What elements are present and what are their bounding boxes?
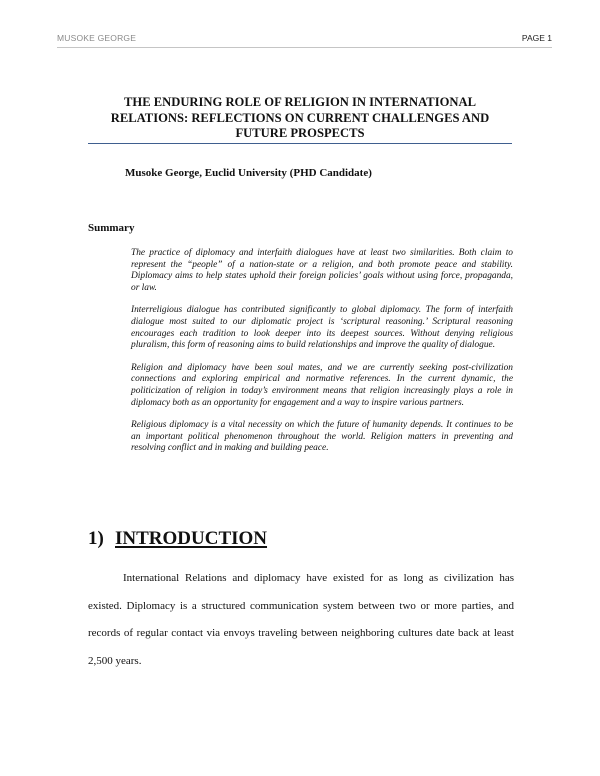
section-number: 1) xyxy=(88,528,104,549)
header-author: MUSOKE GEORGE xyxy=(57,33,137,43)
section-title: INTRODUCTION xyxy=(115,528,268,549)
author-line: Musoke George, Euclid University (PHD Candidate) xyxy=(125,167,372,179)
title-rule xyxy=(88,143,512,144)
left-margin-bar xyxy=(0,0,30,776)
header-page-number: PAGE 1 xyxy=(521,33,552,43)
body-paragraph: International Relations and diplomacy have existed for as long as civilization has existed. Diplomacy is a structured communication system between two or more parties, and records of regular contact via envoys traveling between neighboring cultures date back at least 2,500 years. xyxy=(88,572,514,667)
summary-heading: Summary xyxy=(88,222,135,234)
section-heading xyxy=(88,528,267,550)
summary-paragraph: Interreligious dialogue has contributed significantly to global diplomacy. The form of interfaith dialogue most suited to our diplomatic project is ‘scriptural reasoning.’ Scriptural reasoning encourages each tradition to look deeper into its deepest sources. Without denying religious pluralism, this form of reasoning aims to build relationships and improve the quality of dialogue. xyxy=(131,305,513,351)
summary-paragraph: Religious diplomacy is a vital necessity on which the future of humanity depends. It continues to be an important political phenomenon throughout the world. Religion matters in preventing and resolving conflict and in making and building peace. xyxy=(131,420,513,454)
summary-paragraph: The practice of diplomacy and interfaith dialogues have at least two similarities. Both claim to represent the “people” of a nation-state or a religion, and both promote peace and stability. Diplomacy aims to help states uphold their foreign policies’ goals without using force, propaganda, or law. xyxy=(131,248,513,293)
running-header xyxy=(57,33,552,47)
summary-abstract xyxy=(131,248,513,466)
document-title: THE ENDURING ROLE OF RELIGION IN INTERNATIONAL RELATIONS: REFLECTIONS ON CURRENT CHALLENGES AND FUTURE PROSPECTS xyxy=(110,95,490,140)
header-divider xyxy=(57,47,552,48)
summary-paragraph: Religion and diplomacy have been soul mates, and we are currently seeking post-civilization connections and exploring empirical and normative references. In the current dynamic, the politicization of religion in today’s environment means that religion increasingly plays a role in diplomacy both as an opportunity for engagement and a way to inspire various partners. xyxy=(131,362,513,408)
